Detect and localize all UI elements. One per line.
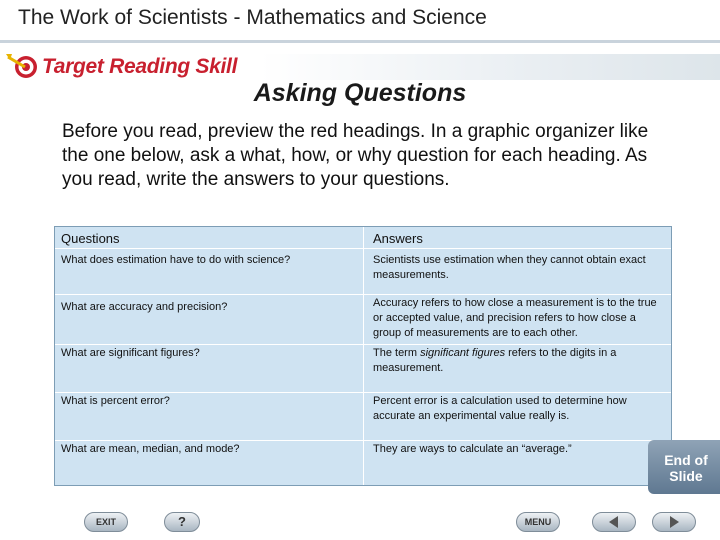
end-of-slide-line2: Slide <box>669 468 703 484</box>
question-cell: What are mean, median, and mode? <box>61 443 240 455</box>
end-of-slide-line1: End of <box>664 452 708 468</box>
forward-button[interactable] <box>652 512 696 532</box>
skill-banner-label: Target Reading Skill <box>42 55 238 78</box>
question-cell: What are accuracy and precision? <box>61 301 228 313</box>
organizer-table <box>54 226 672 486</box>
questions-header: Questions <box>61 231 120 246</box>
answer-cell: Scientists use estimation when they cannot obtain exact measurements. <box>373 254 646 281</box>
help-button-label: ? <box>178 514 186 529</box>
answer-cell: Accuracy refers to how close a measurement is to the true or accepted value, and precision refers to how close a group of measurements are to each other. <box>373 297 657 339</box>
question-cell: What are significant figures? <box>61 347 200 359</box>
question-cell: What does estimation have to do with science? <box>61 254 291 266</box>
answers-header: Answers <box>373 231 423 246</box>
table-row <box>55 440 671 486</box>
chevron-right-icon <box>666 515 682 529</box>
table-row <box>55 294 671 345</box>
answer-term: significant figures <box>420 347 506 359</box>
skill-banner-background <box>260 54 720 80</box>
title-divider <box>0 40 720 43</box>
menu-button[interactable] <box>516 512 560 532</box>
question-cell: What is percent error? <box>61 395 170 407</box>
answer-cell: They are ways to calculate an “average.” <box>373 443 572 455</box>
back-button[interactable] <box>592 512 636 532</box>
page-title <box>18 6 487 30</box>
answer-text-post: refers to the digits in a measurement. <box>373 347 617 374</box>
chapter-title: The Work of Scientists <box>18 6 228 29</box>
table-row <box>55 248 671 295</box>
menu-button-label: MENU <box>524 517 552 527</box>
end-of-slide-button[interactable] <box>648 440 720 494</box>
answer-cell <box>373 346 665 376</box>
title-bar <box>0 0 720 40</box>
help-button[interactable] <box>164 512 200 532</box>
exit-button[interactable] <box>84 512 128 532</box>
table-row <box>55 392 671 441</box>
exit-button-label: EXIT <box>95 517 116 527</box>
slide-heading: Asking Questions <box>253 79 467 107</box>
table-row <box>55 344 671 393</box>
target-arrow-icon <box>6 52 40 82</box>
chevron-left-icon <box>606 515 622 529</box>
intro-text: Before you read, preview the red headings. In a graphic organizer like the one below, ask a what, how, or why question for each heading. As you read, write the answers to your questions. <box>62 121 649 190</box>
answer-cell: Percent error is a calculation used to determine how accurate an experimental value really is. <box>373 395 627 422</box>
answer-text-pre: The term <box>373 347 421 359</box>
section-title: - Mathematics and Science <box>227 6 487 29</box>
intro-paragraph <box>62 120 662 192</box>
